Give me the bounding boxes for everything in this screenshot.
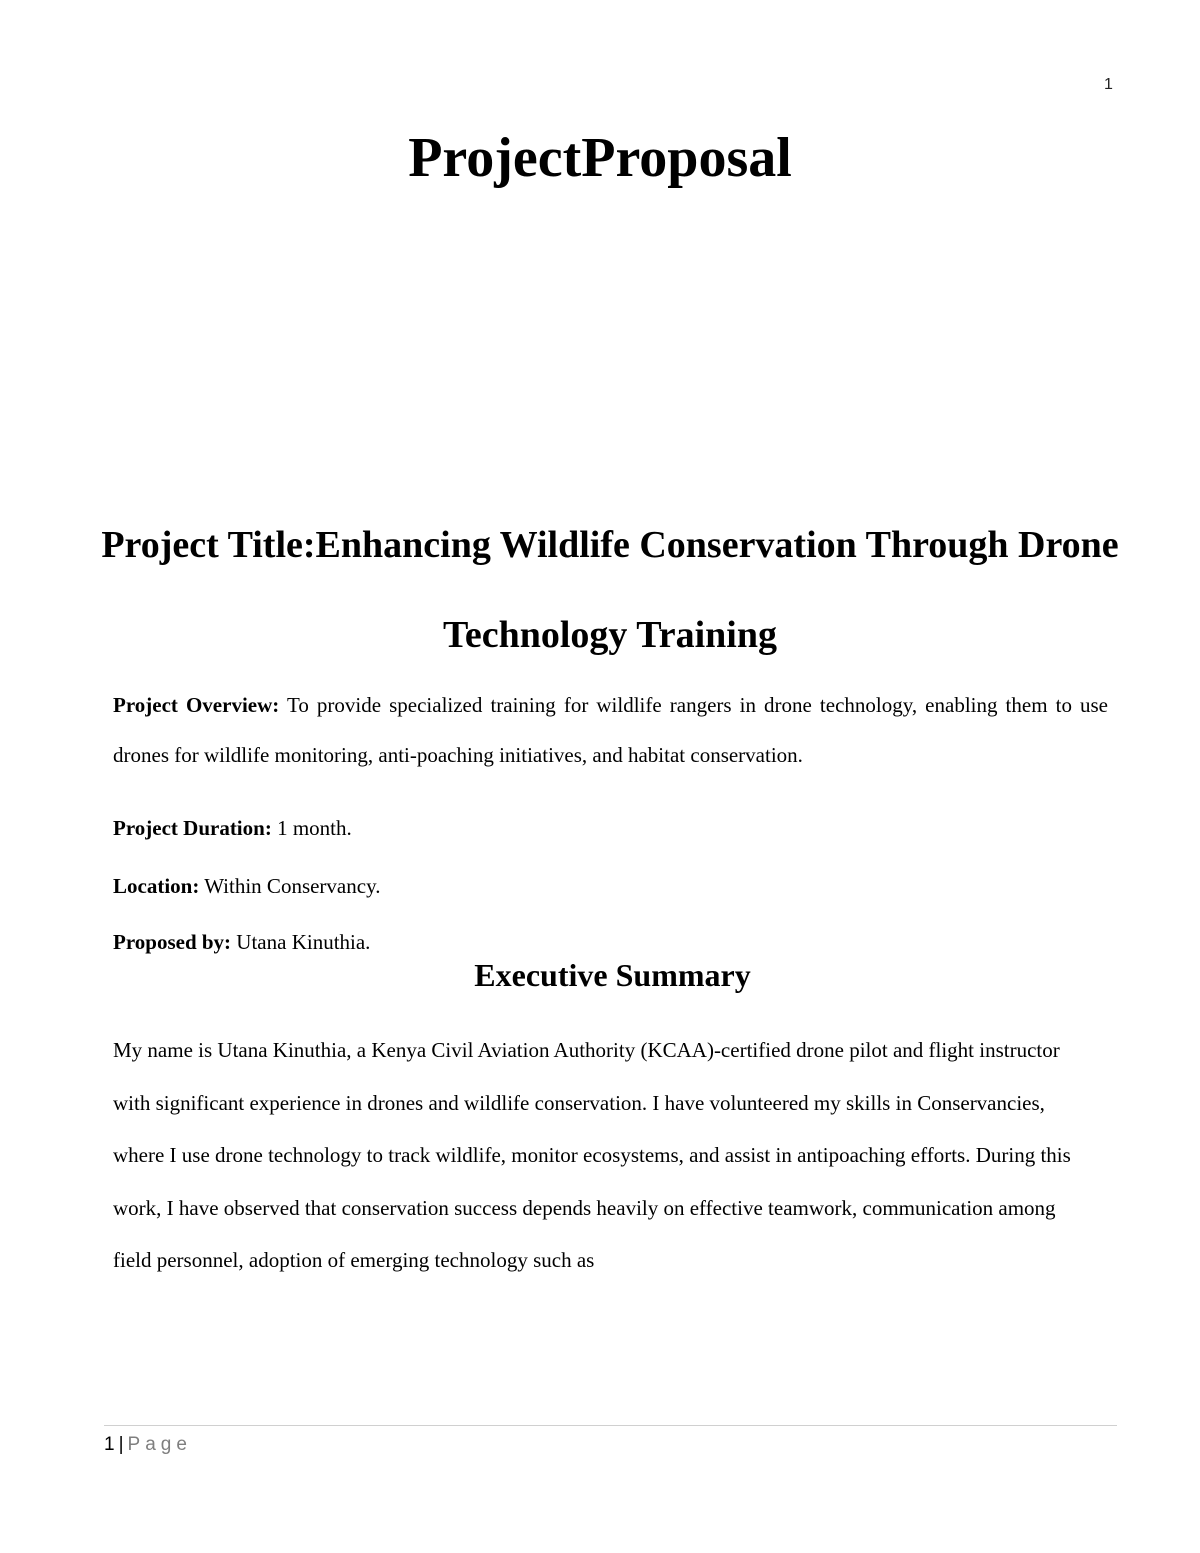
overview-label: Project Overview: (113, 693, 280, 717)
project-title: Project Title:Enhancing Wildlife Conservation Through Drone Technology Training (101, 524, 1119, 656)
executive-summary-text: My name is Utana Kinuthia, a Kenya Civil Aviation Authority (KCAA)-certified drone pilot and flight instructor with significant experience in drones and wildlife conservation. I have volunteered my skills in Conservancies, where I use drone technology to track wildlife, monitor ecosystems, and assist in antipoaching efforts. During this work, I have observed that conservation success depends heavily on effective teamwork, communication among field personnel, adoption of emerging technology such as (113, 1038, 1071, 1272)
location-text: Within Conservancy. (199, 874, 381, 898)
duration-text: 1 month. (271, 816, 352, 840)
page-number-top: 1 (1104, 76, 1113, 93)
footer-divider (104, 1425, 1117, 1426)
location-label: Location: (113, 874, 200, 898)
executive-summary-heading: Executive Summary (474, 957, 751, 993)
duration-label: Project Duration: (113, 816, 272, 840)
footer-separator: | (118, 1434, 124, 1455)
project-location (113, 870, 1108, 902)
proposed-by-text: Utana Kinuthia. (231, 930, 371, 954)
overview-text: To provide specialized training for wildlife rangers in drone technology, enabling them to use drones for wildlife monitoring, anti-poaching initiatives, and habitat conservation. (113, 693, 1109, 767)
project-duration (113, 812, 1108, 844)
page-footer (104, 1432, 192, 1458)
project-overview (113, 680, 1108, 780)
proposed-by-label: Proposed by: (113, 930, 232, 954)
footer-page-word: Page (127, 1434, 192, 1455)
document-title: ProjectProposal (408, 127, 792, 189)
footer-page-number: 1 (104, 1434, 115, 1455)
